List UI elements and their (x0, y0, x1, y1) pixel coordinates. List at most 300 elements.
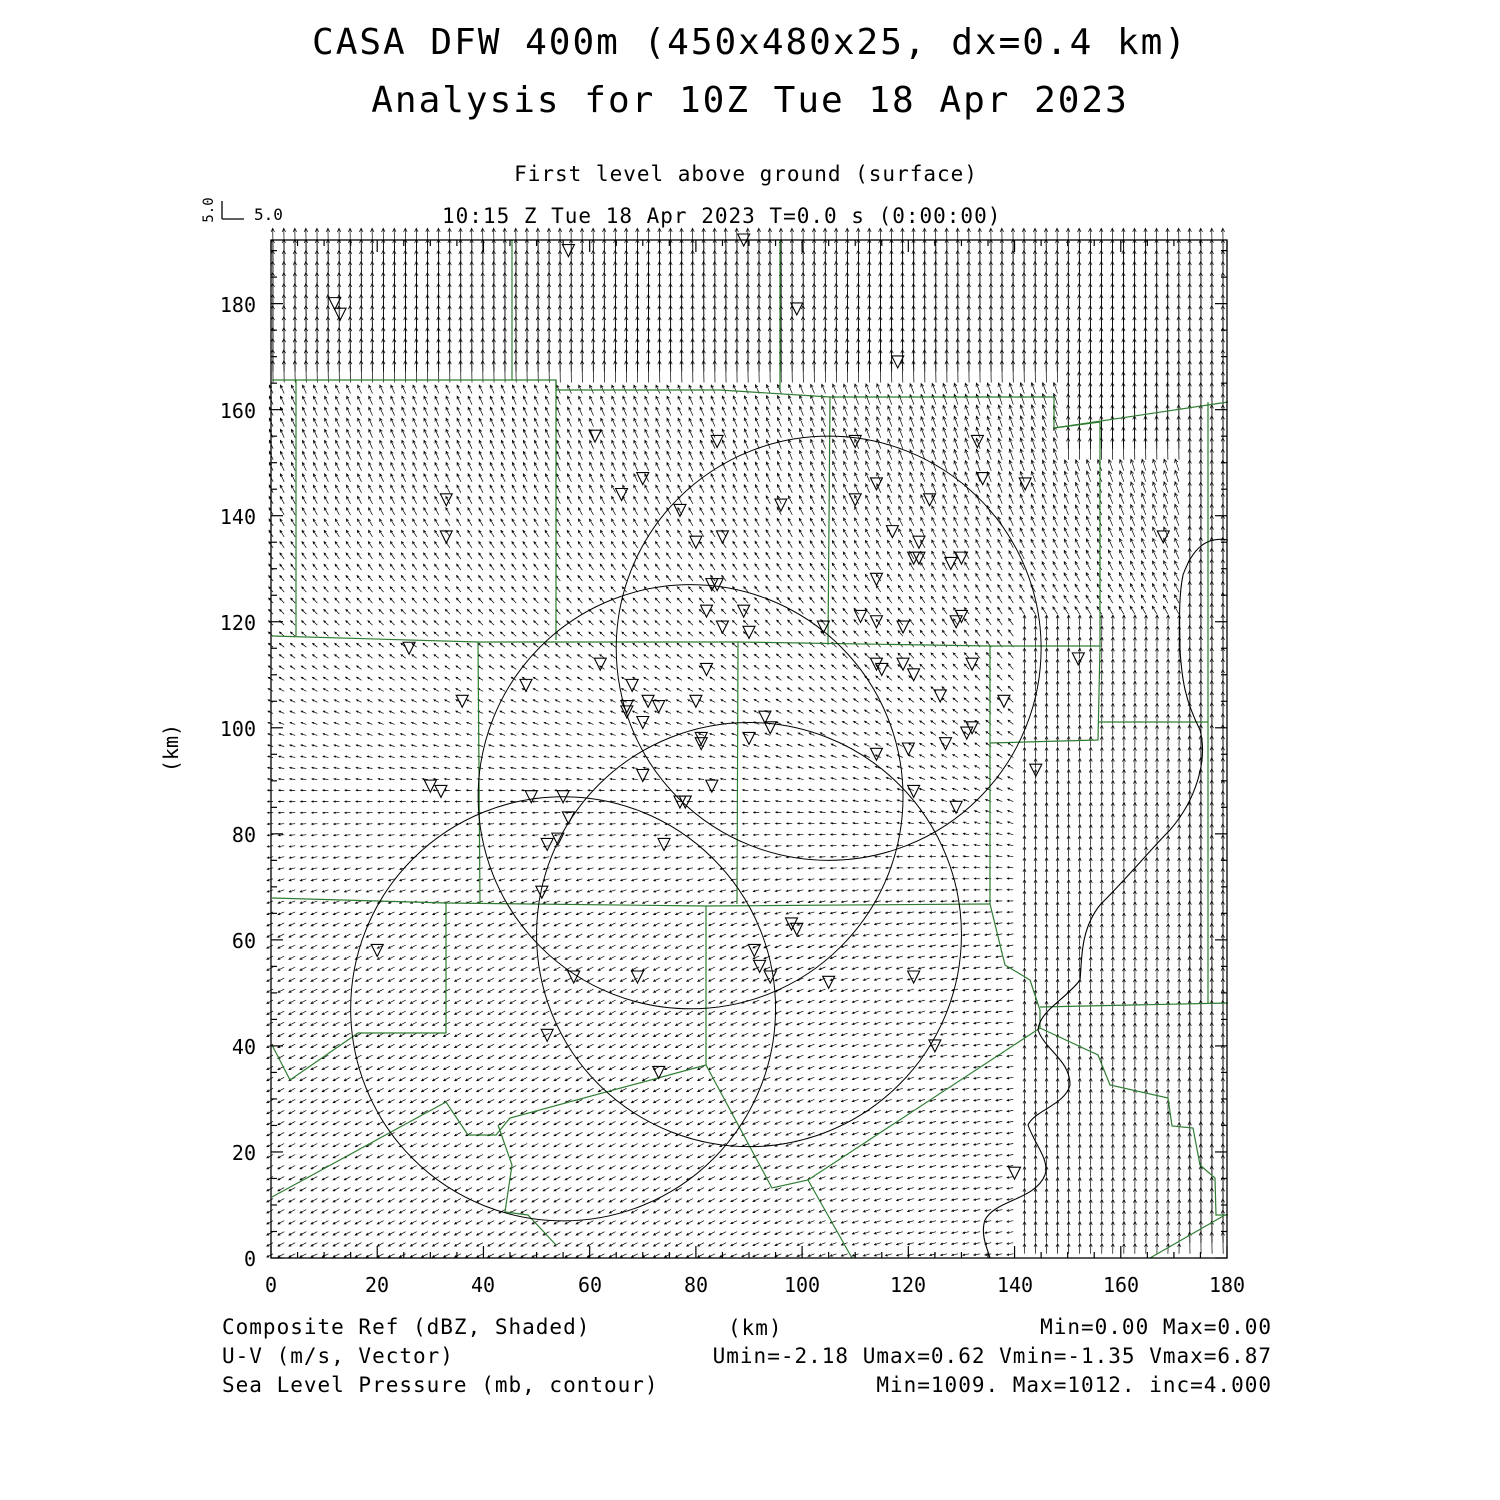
wind-vector (633, 632, 638, 636)
wind-vector (500, 767, 505, 769)
wind-vector (830, 1099, 836, 1102)
wind-vector (279, 689, 284, 692)
wind-vector (766, 496, 770, 504)
wind-vector (335, 587, 340, 592)
wind-vector (424, 519, 428, 526)
wind-vector (798, 710, 803, 713)
wind-vector (334, 846, 340, 848)
wind-vector (355, 1254, 361, 1257)
wind-vector (777, 643, 782, 648)
wind-vector (490, 440, 494, 448)
wind-vector (344, 1166, 350, 1169)
wind-vector (687, 989, 693, 992)
wind-vector (312, 767, 317, 769)
wind-vector (786, 1055, 792, 1058)
wind-vector (822, 406, 826, 415)
wind-vector (654, 1055, 660, 1058)
wind-vector (322, 1000, 328, 1003)
wind-vector (688, 778, 693, 780)
wind-vector (566, 722, 571, 724)
wind-vector (742, 1254, 748, 1257)
wind-vector (611, 689, 616, 692)
wind-vector (766, 530, 770, 537)
wind-vector (500, 643, 505, 647)
wind-vector (523, 632, 528, 636)
wind-vector (369, 474, 373, 482)
wind-vector (401, 677, 406, 680)
wind-vector (809, 733, 814, 736)
wind-vector (665, 834, 671, 836)
wind-vector (687, 945, 693, 948)
wind-vector (788, 440, 792, 449)
wind-vector (477, 923, 483, 926)
wind-vector (344, 1044, 350, 1047)
wind-vector (512, 519, 516, 526)
wind-vector (863, 1022, 869, 1024)
wind-vector (645, 451, 649, 459)
wind-vector (566, 689, 571, 692)
wind-vector (609, 1177, 615, 1180)
wind-vector (598, 956, 604, 959)
wind-vector (742, 1066, 748, 1069)
wind-vector (422, 989, 428, 992)
wind-vector (810, 518, 814, 526)
wind-vector (456, 711, 461, 713)
wind-vector (455, 1188, 461, 1191)
wind-vector (355, 1000, 361, 1003)
wind-vector (511, 734, 516, 736)
time-label: 10:15 Z Tue 18 Apr 2023 T=0.0 s (0:00:00) (442, 204, 1002, 228)
wind-vector (687, 1155, 693, 1158)
wind-vector (631, 1155, 637, 1158)
wind-vector (611, 530, 615, 537)
wind-vector (543, 1210, 549, 1213)
wind-vector (424, 474, 428, 482)
wind-vector (797, 1011, 803, 1014)
wind-vector (591, 228, 595, 250)
wind-vector (578, 621, 583, 625)
wind-vector (388, 1099, 394, 1102)
wind-vector (357, 587, 362, 592)
wind-vector (820, 879, 826, 881)
wind-vector (532, 1077, 538, 1080)
wind-vector (347, 463, 351, 471)
wind-vector (808, 1210, 814, 1213)
wind-vector (422, 1055, 428, 1058)
wind-vector (731, 912, 737, 915)
wind-vector (467, 756, 472, 758)
wind-vector (642, 1221, 648, 1224)
wind-vector (699, 767, 704, 769)
wind-vector (853, 834, 859, 836)
wind-vector (355, 901, 361, 904)
wind-vector (634, 519, 638, 526)
wind-vector (776, 845, 782, 847)
wind-vector (790, 228, 794, 250)
wind-vector (777, 451, 781, 460)
wind-vector (810, 676, 815, 680)
wind-vector (400, 790, 406, 792)
wind-vector (532, 1132, 538, 1135)
wind-vector (390, 587, 394, 592)
wind-vector (799, 462, 803, 471)
wind-vector (523, 451, 527, 459)
wind-vector (402, 451, 406, 459)
wind-vector (435, 463, 439, 471)
wind-vector (830, 1188, 836, 1191)
wind-vector (290, 812, 296, 814)
wind-vector (819, 912, 825, 914)
wind-vector (744, 396, 748, 405)
wind-vector (411, 834, 417, 836)
wind-vector (488, 1243, 494, 1246)
wind-vector (743, 700, 748, 703)
wind-vector (810, 586, 814, 592)
wind-vector (326, 228, 329, 250)
wind-vector (423, 587, 428, 592)
wind-vector (344, 1254, 350, 1257)
wind-vector (842, 867, 848, 869)
wind-vector (777, 496, 781, 504)
wind-vector (676, 857, 682, 859)
wind-vector (500, 812, 506, 814)
wind-vector (278, 1155, 284, 1158)
wind-vector (753, 934, 759, 937)
wind-vector (721, 711, 726, 714)
wind-vector (764, 945, 770, 948)
wind-vector (347, 429, 351, 437)
wind-vector (323, 734, 328, 736)
wind-vector (576, 912, 582, 915)
wind-vector (742, 1077, 748, 1080)
wind-vector (620, 978, 626, 981)
wind-vector (532, 857, 538, 859)
wind-vector (367, 722, 372, 724)
wind-vector (435, 385, 439, 393)
wind-vector (556, 564, 560, 570)
wind-vector (557, 385, 561, 393)
wind-vector (841, 978, 847, 981)
wind-vector (521, 1177, 527, 1180)
wind-vector (521, 1166, 527, 1169)
wind-vector (512, 609, 517, 614)
wind-vector (325, 396, 329, 404)
wind-vector (377, 1166, 383, 1169)
wind-vector (854, 620, 859, 626)
wind-vector (788, 485, 792, 493)
wind-vector (291, 385, 295, 393)
wind-vector (289, 1022, 295, 1025)
wind-vector (557, 451, 561, 459)
wind-vector (822, 450, 826, 459)
wind-vector (521, 1022, 527, 1025)
wind-vector (488, 1110, 494, 1113)
wind-vector (643, 846, 649, 848)
wind-vector (267, 1166, 273, 1169)
wind-vector (390, 542, 394, 548)
wind-vector (587, 1188, 593, 1191)
wind-vector (579, 407, 583, 415)
wind-vector (410, 1044, 416, 1047)
wind-vector (733, 621, 738, 626)
wind-vector (511, 689, 516, 692)
wind-vector (609, 967, 615, 970)
wind-vector (765, 834, 771, 836)
wind-vector (356, 778, 362, 780)
wind-vector (609, 1055, 615, 1058)
wind-vector (554, 1044, 560, 1047)
wind-vector (832, 563, 836, 570)
wind-vector (444, 1033, 450, 1036)
wind-vector (422, 879, 428, 881)
wind-vector (344, 1188, 350, 1191)
wind-vector (267, 1022, 273, 1025)
wind-vector (356, 756, 361, 758)
wind-vector (457, 587, 461, 592)
wind-vector (644, 609, 649, 614)
wind-vector (477, 912, 483, 915)
wind-vector (358, 385, 362, 393)
wind-vector (311, 1144, 317, 1147)
wind-vector (788, 541, 792, 548)
wind-vector (709, 1166, 715, 1169)
wind-vector (490, 418, 494, 426)
wind-vector (688, 689, 693, 692)
wind-vector (489, 621, 494, 625)
wind-vector (444, 801, 450, 803)
wind-vector (786, 868, 792, 870)
wind-vector (278, 934, 284, 937)
wind-vector (511, 767, 516, 769)
wind-vector (610, 846, 616, 848)
wind-vector (554, 1121, 560, 1124)
wind-vector (610, 868, 616, 870)
wind-vector (766, 407, 770, 416)
wind-vector (388, 1088, 394, 1091)
wind-vector (455, 1066, 461, 1069)
wind-vector (775, 956, 781, 959)
wind-vector (578, 530, 582, 537)
wind-vector (521, 1066, 527, 1069)
wind-vector (787, 823, 793, 825)
wind-vector (832, 665, 837, 669)
wind-vector (775, 1188, 781, 1191)
wind-vector (391, 496, 395, 503)
wind-vector (489, 643, 494, 647)
wind-vector (797, 1155, 803, 1158)
wind-vector (576, 1088, 582, 1091)
wind-vector (510, 1243, 516, 1246)
wind-vector (609, 978, 615, 981)
wind-vector (543, 934, 549, 937)
wind-vector (424, 429, 428, 437)
wind-vector (333, 1254, 339, 1257)
wind-vector (323, 834, 329, 836)
wind-vector (456, 666, 461, 669)
wind-vector (545, 598, 550, 603)
wind-vector (587, 1110, 593, 1113)
wind-vector (688, 621, 693, 625)
wind-vector (322, 1066, 328, 1069)
wind-vector (556, 496, 560, 503)
wind-vector (532, 967, 538, 970)
wind-vector (832, 597, 837, 603)
wind-vector (678, 530, 682, 537)
wind-vector (810, 484, 814, 493)
wind-vector (786, 1132, 792, 1135)
wind-vector (521, 1077, 527, 1080)
wind-vector (490, 429, 494, 437)
wind-vector (300, 989, 306, 992)
wind-vector (863, 1077, 869, 1079)
wind-vector (446, 474, 450, 482)
wind-vector (612, 407, 616, 415)
wind-vector (335, 655, 340, 659)
wind-vector (666, 643, 671, 647)
wind-vector (612, 485, 616, 493)
wind-vector (369, 440, 373, 448)
wind-vector (799, 597, 804, 603)
wind-vector (446, 519, 450, 526)
wind-vector (578, 576, 582, 582)
wind-vector (312, 756, 317, 758)
wind-vector (754, 823, 760, 825)
wind-vector (556, 485, 560, 493)
wind-vector (808, 956, 814, 959)
wind-vector (742, 923, 748, 926)
wind-vector (644, 643, 649, 647)
wind-vector (434, 745, 439, 747)
wind-vector (566, 767, 571, 769)
wind-vector (587, 923, 593, 926)
wind-vector (830, 1088, 836, 1091)
wind-vector (399, 978, 405, 981)
wind-vector (647, 228, 651, 250)
wind-vector (576, 901, 582, 904)
wind-vector (565, 1155, 571, 1158)
wind-vector (843, 529, 847, 537)
wind-vector (731, 1044, 737, 1047)
wind-vector (543, 1044, 549, 1047)
wind-vector (577, 790, 583, 792)
wind-vector (499, 1055, 505, 1058)
wind-vector (366, 1000, 372, 1003)
wind-vector (467, 767, 472, 769)
wind-vector (557, 429, 561, 437)
wind-vector (545, 474, 549, 482)
wind-vector (587, 967, 593, 970)
wind-vector (523, 587, 528, 592)
wind-vector (455, 1110, 461, 1113)
wind-vector (424, 396, 428, 404)
wind-vector (355, 1110, 361, 1113)
wind-vector (322, 923, 328, 926)
wind-vector (366, 912, 372, 915)
wind-vector (445, 689, 450, 692)
wind-vector (490, 407, 494, 415)
wind-vector (435, 542, 439, 548)
wind-vector (366, 1188, 372, 1191)
wind-vector (446, 508, 450, 515)
wind-vector (609, 912, 615, 915)
wind-vector (689, 542, 693, 548)
wind-vector (336, 474, 340, 482)
wind-vector (788, 665, 793, 669)
wind-vector (455, 1254, 461, 1257)
wind-vector (634, 508, 638, 515)
wind-vector (456, 778, 461, 780)
wind-vector (654, 1155, 660, 1158)
wind-vector (677, 609, 682, 614)
wind-vector (378, 756, 383, 758)
wind-vector (466, 857, 472, 859)
wind-vector (842, 890, 848, 892)
wind-vector (544, 812, 550, 814)
wind-vector (666, 722, 671, 724)
wind-vector (511, 700, 516, 703)
wind-vector (444, 846, 450, 848)
wind-vector (380, 451, 384, 459)
wind-vector (300, 1011, 306, 1014)
wind-vector (609, 1254, 615, 1257)
title-line-2: Analysis for 10Z Tue 18 Apr 2023 (371, 80, 1129, 121)
wind-vector (733, 575, 737, 581)
wind-vector (687, 879, 693, 881)
wind-vector (423, 609, 428, 614)
wind-vector (589, 632, 594, 636)
wind-vector (267, 1144, 273, 1147)
wind-vector (776, 834, 782, 836)
wind-vector (654, 1132, 660, 1135)
wind-vector (732, 801, 738, 803)
wind-vector (832, 676, 837, 680)
wind-vector (832, 541, 836, 548)
wind-vector (401, 564, 405, 570)
wind-vector (412, 700, 417, 703)
wind-vector (820, 710, 825, 713)
wind-vector (632, 812, 638, 814)
wind-vector (589, 677, 594, 680)
wind-vector (590, 418, 594, 426)
wind-vector (466, 1221, 472, 1224)
wind-vector (788, 575, 792, 581)
wind-vector (455, 1155, 461, 1158)
wind-vector (587, 1044, 593, 1047)
wind-vector (832, 518, 836, 526)
wind-vector (577, 879, 583, 881)
wind-vector (446, 407, 450, 415)
wind-vector (378, 846, 384, 848)
wind-vector (620, 967, 626, 970)
wind-vector (621, 778, 626, 780)
wind-vector (733, 609, 738, 614)
wind-vector (512, 508, 516, 515)
wind-vector (300, 1232, 306, 1235)
wind-vector (832, 620, 837, 625)
wind-vector (500, 666, 505, 669)
wind-vector (533, 745, 538, 747)
wind-vector (764, 1000, 770, 1003)
wind-vector (722, 385, 726, 394)
wind-vector (609, 1033, 615, 1036)
wind-vector (311, 923, 317, 926)
wind-vector (689, 429, 693, 437)
wind-vector (721, 666, 726, 670)
wind-vector (822, 462, 826, 471)
wind-vector (642, 1199, 648, 1202)
wind-vector (445, 587, 450, 592)
wind-vector (510, 934, 516, 937)
